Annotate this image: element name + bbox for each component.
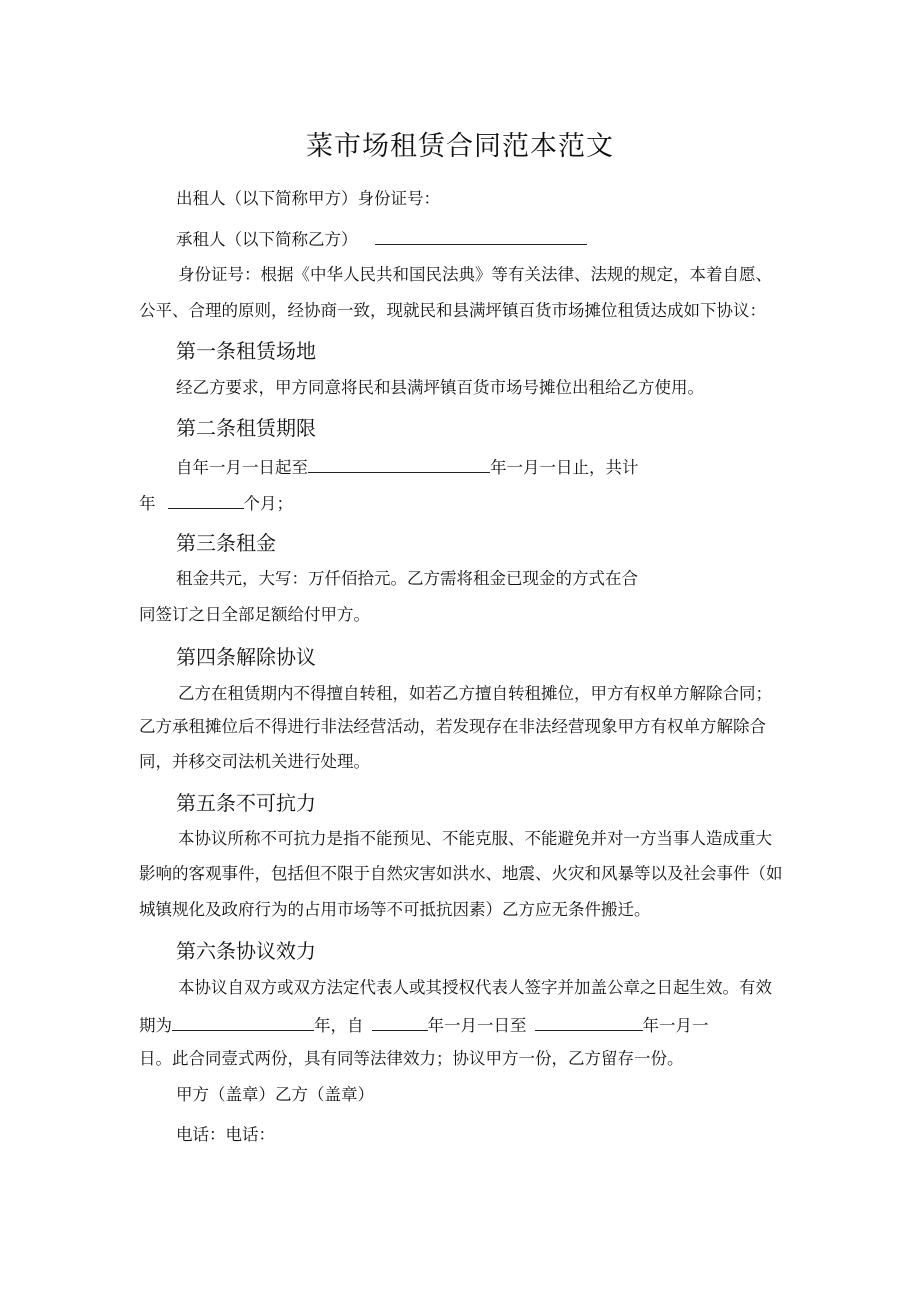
article-4-line-2: 乙方承租摊位后不得进行非法经营活动，若发现存在非法经营现象甲方有权单方解除合 [139, 717, 766, 736]
lessee-label: 承租人（以下简称乙方） [176, 230, 358, 249]
article-3-heading: 第三条租金 [176, 531, 276, 555]
lessee-line [176, 226, 587, 251]
term-months-blank [168, 490, 244, 509]
article-5-line-1: 本协议所称不可抗力是指不能预见、不能克服、不能避免并对一方当事人造成重大 [178, 829, 772, 848]
article-6-line-2 [139, 1012, 709, 1037]
term-start-text: 自年一月一日起至 [176, 458, 308, 477]
validity-years-text: 年，自 [314, 1016, 364, 1035]
lessor-line: 出租人（以下简称甲方）身份证号： [176, 189, 440, 208]
intro-line-2: 公平、合理的原则，经协商一致，现就民和县满坪镇百货市场摊位租赁达成如下协议： [139, 301, 766, 320]
phone-line: 电话：电话： [176, 1125, 275, 1144]
article-5-line-2: 影响的客观事件，包括但不限于自然灾害如洪水、地震、火灾和风暴等以及社会事件（如 [139, 864, 783, 883]
validity-from-blank [372, 1012, 428, 1031]
article-2-heading: 第二条租赁期限 [176, 416, 316, 440]
lessee-blank [375, 226, 587, 245]
document-title: 菜市场租赁合同范本范文 [306, 131, 614, 162]
term-years-text: 年 [139, 494, 156, 513]
article-5-heading: 第五条不可抗力 [176, 791, 316, 815]
validity-to-text: 年一月一 [642, 1016, 709, 1035]
article-2-line-1 [176, 454, 639, 479]
article-4-line-3: 同，并移交司法机关进行处理。 [139, 752, 370, 771]
article-1-heading: 第一条租赁场地 [176, 339, 316, 363]
article-6-line-3: 日。此合同壹式两份，具有同等法律效力；协议甲方一份，乙方留存一份。 [139, 1049, 684, 1068]
article-6-heading: 第六条协议效力 [176, 939, 316, 963]
term-months-text: 个月； [243, 494, 293, 513]
intro-line-1: 身份证号：根据《中华人民共和国民法典》等有关法律、法规的规定，本着自愿、 [178, 265, 772, 284]
article-4-line-1: 乙方在租赁期内不得擅自转租，如若乙方擅自转租摊位，甲方有权单方解除合同； [178, 684, 772, 703]
article-6-line-1: 本协议自双方或双方法定代表人或其授权代表人签字并加盖公章之日起生效。有效 [178, 978, 772, 997]
validity-prefix: 期为 [139, 1016, 172, 1035]
validity-years-blank [172, 1012, 314, 1031]
article-1-line-1: 经乙方要求，甲方同意将民和县满坪镇百货市场号摊位出租给乙方使用。 [176, 378, 704, 397]
article-5-line-3: 城镇规化及政府行为的占用市场等不可抵抗因素）乙方应无条件搬迁。 [139, 900, 651, 919]
article-3-line-2: 同签订之日全部足额给付甲方。 [139, 605, 370, 624]
term-end-blank [308, 454, 490, 473]
seal-line: 甲方（盖章）乙方（盖章） [176, 1085, 374, 1104]
validity-to-blank [535, 1012, 643, 1031]
article-3-line-1: 租金共元，大写：万仟佰拾元。乙方需将租金已现金的方式在合 [176, 569, 638, 588]
term-end-text: 年一月一日止，共计 [490, 458, 639, 477]
validity-from-text: 年一月一日至 [427, 1016, 527, 1035]
article-2-line-2 [139, 490, 293, 515]
article-4-heading: 第四条解除协议 [176, 645, 316, 669]
